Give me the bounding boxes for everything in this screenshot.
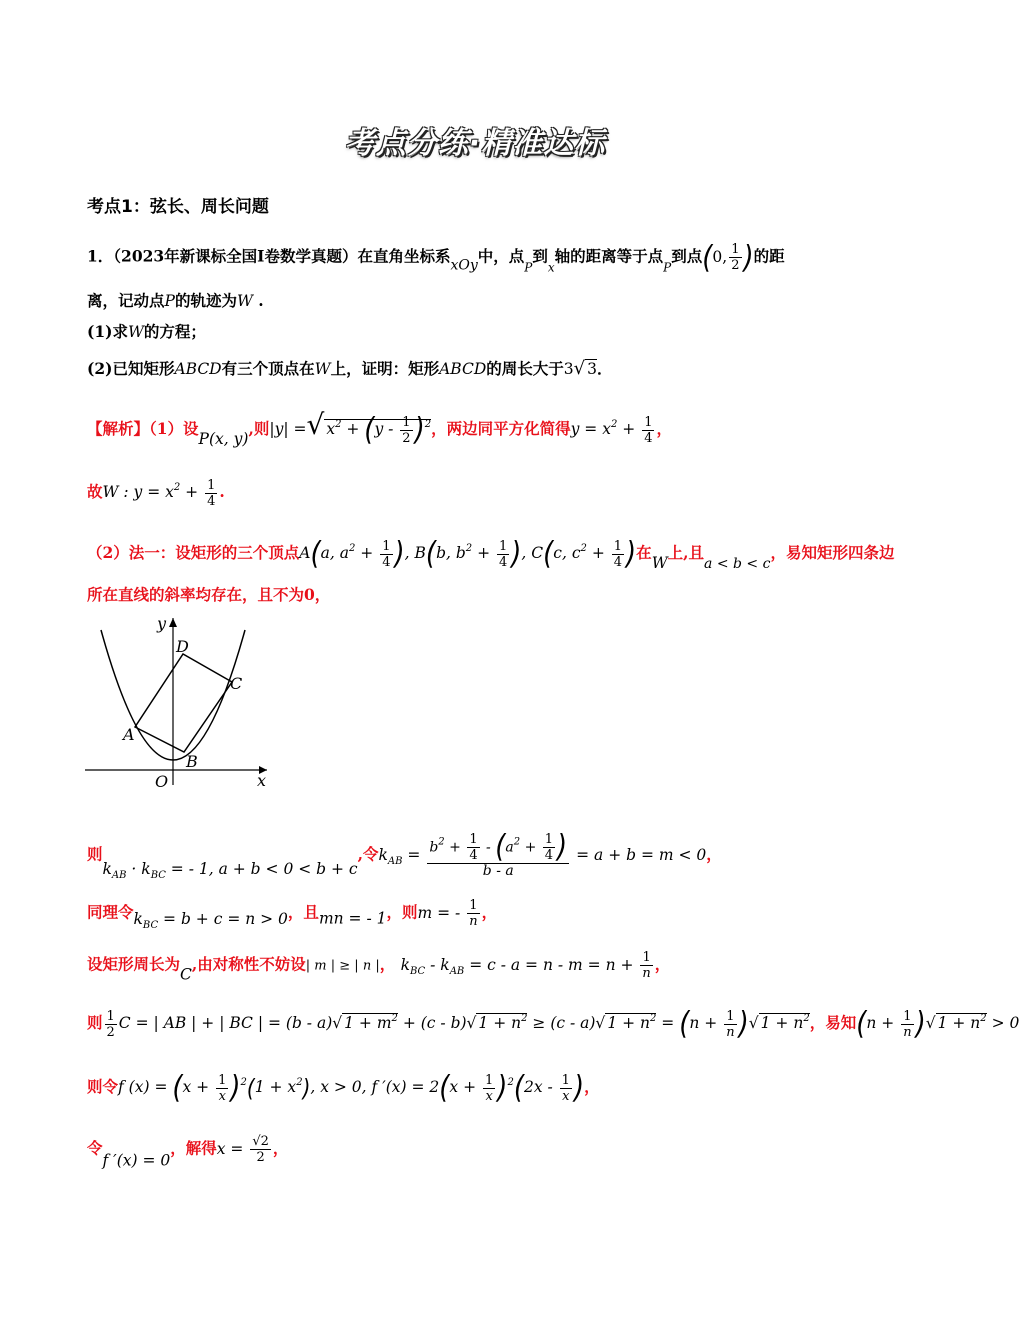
problem-part-1: (1)求W的方程； xyxy=(87,322,206,341)
solution-line-1: 【解析】（1）设P(x, y),则|y| =√ $x^2 + (y$ - $\frac{1}{2}$ )$^2$，两边同平方化简得$y = x^2$ + $\frac{1}{4}$ ， xyxy=(87,408,672,448)
solution-line-7: 设矩形周长为C,由对称性不妨设| m | ≥ | n |， $k_{BC} - k_{AB} = c - a = n - m = n$ + $\frac{1}{n}$ ， xyxy=(87,950,671,984)
problem-text: 的轨迹为 xyxy=(174,291,237,310)
solution-text: 则 xyxy=(87,844,103,864)
solution-text: 令 xyxy=(87,1138,103,1158)
solution-text: ，两边同平方化简得 xyxy=(431,419,571,438)
label-b: B xyxy=(186,752,198,771)
label-o: O xyxy=(155,772,169,791)
solution-text: ,由对称性不妨设 xyxy=(191,954,306,974)
problem-text: 到 xyxy=(532,246,548,266)
rectangle-abcd xyxy=(135,654,232,752)
label-x: x xyxy=(257,771,267,790)
solution-text: （2）法一：设矩形的三个顶点 xyxy=(87,543,300,562)
solution-text: 则令 xyxy=(87,1077,119,1096)
solution-line-2: 故W : $y = x^2$ + $\frac{1}{4}$ . xyxy=(87,477,225,509)
solution-text: 故 xyxy=(87,482,103,501)
problem-line-1: 1．（2023年新课标全国Ⅰ卷数学真题）在直角坐标系xOy中，点$_P$到$_x$轴的距离等于点$_P$到点(0, $\frac{1}{2}$ )的距 xyxy=(87,239,785,276)
solution-text: 在 xyxy=(636,543,652,562)
solution-line-10: 令f ′(x) = 0，解得x = $\frac{√2}{2}$ ， xyxy=(87,1134,289,1170)
solution-text: 【解析】（1）设 xyxy=(87,419,199,438)
problem-text: (2)已知矩形 xyxy=(87,359,175,378)
problem-text: (1)求 xyxy=(87,322,128,341)
problem-text: 轴的距离等于点 xyxy=(554,246,664,266)
solution-line-9: 则令f (x) = (x + $\frac{1}{x}$ )$^2(1 + x^2)$, x > 0, f ′(x) = 2(x + $\frac{1}{x}$ )$^2$(2x - $\frac{1}{x}$ )， xyxy=(87,1070,600,1106)
problem-text: 有三个顶点在 xyxy=(221,359,315,378)
solution-text: ，解得 xyxy=(170,1138,217,1158)
problem-text: 的方程； xyxy=(143,322,206,341)
solution-line-3: （2）法一：设矩形的三个顶点A(a, $a^2$ + $\frac{1}{4}$ ), B(b, $b^2$ + $\frac{1}{4}$ ), C(c, $c^2$ + $\frac{1}{4}$ )在W上,且a < b < c，易知矩形四条边 xyxy=(87,536,895,572)
label-a: A xyxy=(123,725,135,744)
solution-line-6: 同理令$k_{BC} = b + c = n > 0$，且mn = - 1，则m = - $\frac{1}{n}$ ， xyxy=(87,898,498,931)
solution-text: 同理令 xyxy=(87,902,134,922)
problem-text: 的距 xyxy=(753,246,785,266)
solution-text: 则 xyxy=(87,1013,103,1032)
solution-text: ，则 xyxy=(386,902,418,922)
problem-text: 的周长大于 xyxy=(486,359,564,378)
solution-line-8: 则 $\frac{1}{2}$ C = | AB | + | BC | = (b - a)√ $1 + m^2 + (c - b)√$ $1 + n^2 \ge (c - a)√$ $1 + n^2 = (n$ + $\frac{1}{n}$ )√ $1 + n^2$，易知(n + $\frac{1}{n}$ )√ $1 + n^2 > 0$ xyxy=(87,1006,1019,1042)
problem-source: （2023年新课标全国Ⅰ卷数学真题） xyxy=(113,246,358,266)
problem-text: 上，证明：矩形 xyxy=(330,359,440,378)
banner-title: 考点分练·精准达标 xyxy=(344,126,606,161)
solution-text: ,则 xyxy=(248,419,270,438)
label-d: D xyxy=(176,637,189,656)
label-c: C xyxy=(230,674,243,693)
problem-number: 1． xyxy=(87,246,114,266)
problem-text: 在直角坐标系 xyxy=(357,246,451,266)
solution-text: ，易知矩形四条边 xyxy=(770,543,895,562)
solution-text: 上,且 xyxy=(667,543,705,562)
label-y: y xyxy=(157,614,167,633)
solution-text: ,令 xyxy=(357,844,379,864)
problem-line-2: 离，记动点P的轨迹为W . xyxy=(87,291,264,310)
problem-text: 离，记动点 xyxy=(87,291,165,310)
problem-text: 中，点 xyxy=(477,246,525,266)
section-title: 考点1：弦长、周长问题 xyxy=(87,197,269,217)
problem-part-2: (2)已知矩形ABCD有三个顶点在W上，证明：矩形ABCD的周长大于3√ 3． xyxy=(87,358,613,379)
problem-text: 到点 xyxy=(671,246,703,266)
y-axis-arrow xyxy=(169,618,177,627)
solution-line-4: 所在直线的斜率均存在，且不为0， xyxy=(87,585,331,604)
solution-text: ，且 xyxy=(287,902,319,922)
parabola-rectangle-figure xyxy=(85,610,275,790)
solution-text: ，易知 xyxy=(809,1013,857,1032)
solution-text: 设矩形周长为 xyxy=(87,954,181,974)
solution-line-5: 则$k_{AB} \cdot k_{BC}$ = - 1, a + b < 0 < b + c,令$k_{AB}$ = $b^2$ + $\frac{1}{4}$ - ($a^2$ + $\frac{1}{4}$ ) b - a = a + b = m < 0， xyxy=(87,828,722,881)
